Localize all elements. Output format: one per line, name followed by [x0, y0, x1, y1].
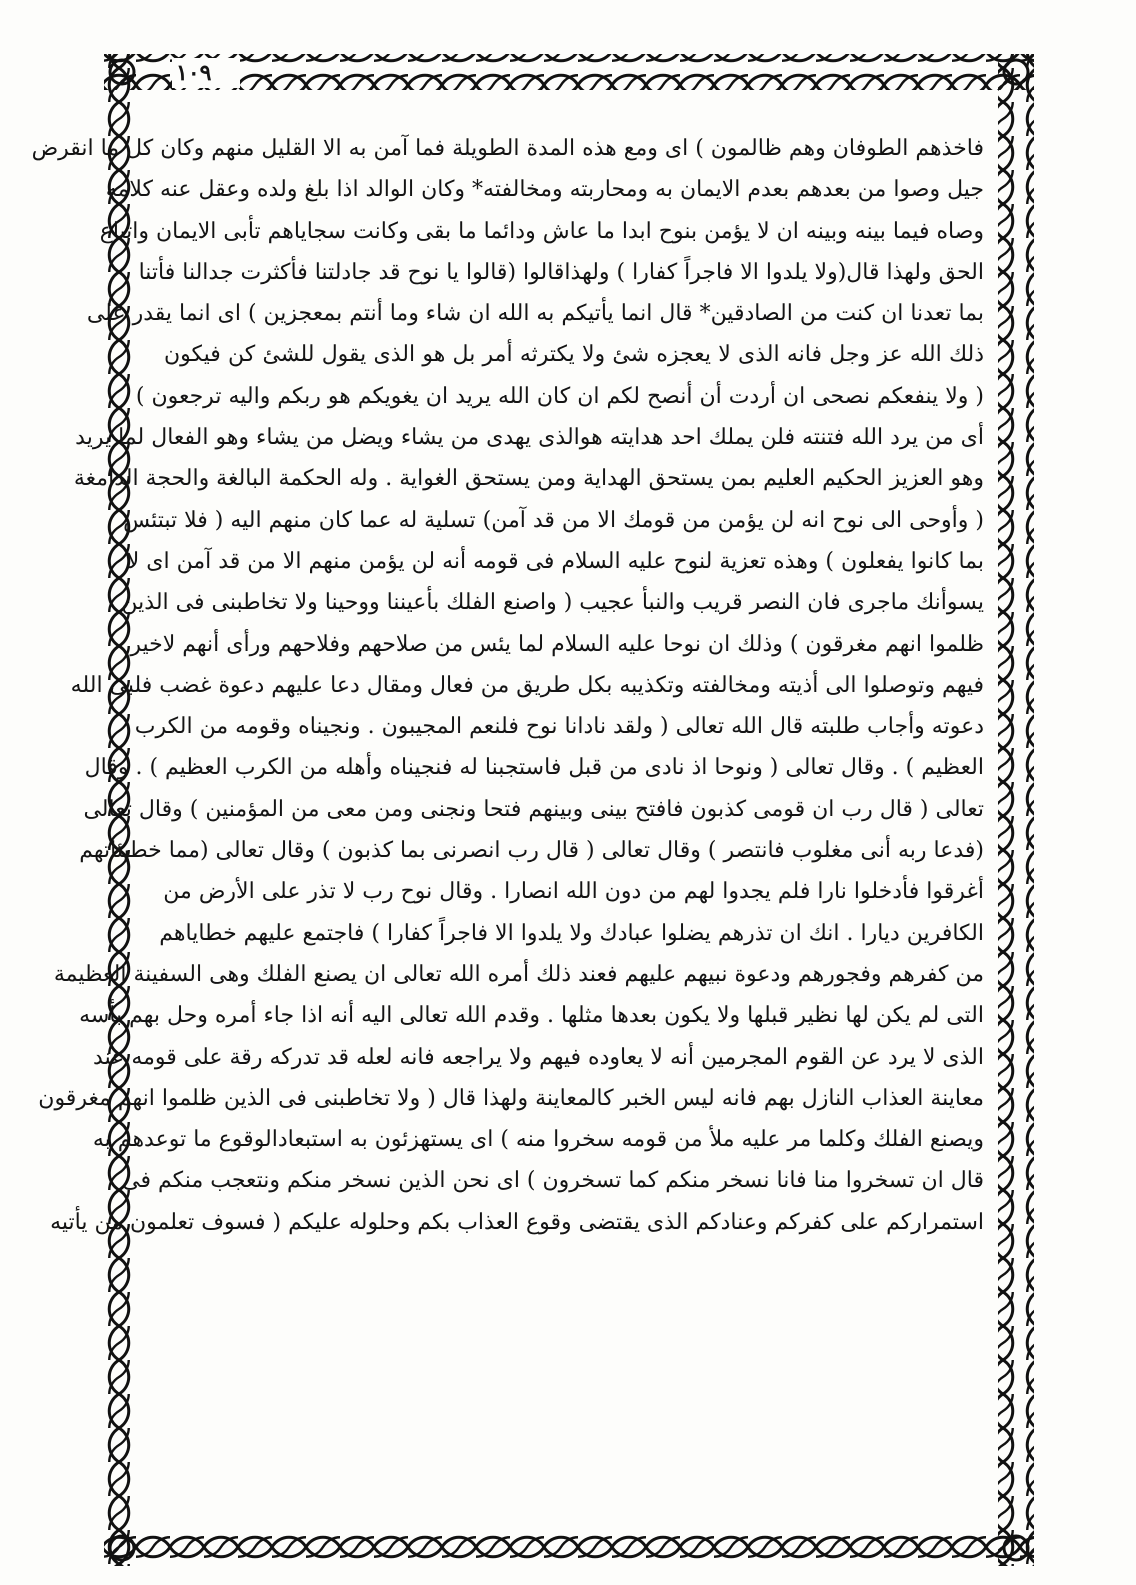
text-line: بما كانوا يفعلون ) وهذه تعزية لنوح عليه السلام فى قومه أنه لن يؤمن منهم الا من قد آمن اى لا [126, 548, 984, 574]
body-text [31, 128, 984, 1508]
text-line: ظلموا انهم مغرقون ) وذلك ان نوحا عليه السلام لما يئس من صلاحهم وفلاحهم ورأى أنهم لاخير [130, 631, 984, 657]
text-line: ويصنع الفلك وكلما مر عليه ملأ من قومه سخروا منه ) اى يستهزئون به استبعادالوقوع ما توعدهم به [92, 1127, 984, 1153]
text-line: (فدعا ربه أنى مغلوب فانتصر ) وقال تعالى ( قال رب انصرنى بما كذبون ) وقال تعالى (مما خطيئاتهم [79, 838, 984, 864]
text-line: وصاه فيما بينه وبينه ان لا يؤمن بنوح ابدا ما عاش ودائما ما بقى وكانت سجاياهم تأبى الايمان واتباع [99, 218, 984, 244]
text-line: جيل وصوا من بعدهم بعدم الايمان به ومحاربته ومخالفته* وكان الوالد اذا بلغ ولده وعقل عنه كلامه [105, 177, 984, 203]
text-line: ( وأوحى الى نوح انه لن يؤمن من قومك الا من قد آمن) تسلية له عما كان منهم اليه ( فلا تبتئس [123, 507, 984, 533]
text-line: الكافرين ديارا . انك ان تذرهم يضلوا عبادك ولا يلدوا الا فاجراً كفارا ) فاجتمع عليهم خطاياهم [159, 920, 984, 946]
text-line: فاخذهم الطوفان وهم ظالمون ) اى ومع هذه المدة الطويلة فما آمن به الا القليل منهم وكان كل ما انقرض [31, 136, 984, 161]
text-line: أغرقوا فأدخلوا نارا فلم يجدوا لهم من دون الله انصارا . وقال نوح رب لا تذر على الأرض من [163, 879, 984, 905]
text-line: استمراركم على كفركم وعنادكم الذى يقتضى وقوع العذاب بكم وحلوله عليكم ( فسوف تعلمون من يأتيه [50, 1209, 984, 1235]
text-line: ( ولا ينفعكم نصحى ان أردت أن أنصح لكم ان كان الله يريد ان يغويكم هو ربكم واليه ترجعون ) [135, 383, 984, 409]
text-line: وهو العزيز الحكيم العليم بمن يستحق الهداية ومن يستحق الغواية . وله الحكمة البالغة والحجة الدامغة [73, 466, 984, 492]
text-line: فيهم وتوصلوا الى أذيته ومخالفته وتكذيبه بكل طريق من فعال ومقال دعا عليهم دعوة غضب فلبى الله [70, 672, 984, 698]
text-line: الحق ولهذا قال(ولا يلدوا الا فاجراً كفارا ) ولهذاقالوا (قالوا يا نوح قد جادلتنا فأكثرت جدالنا فأتنا [138, 259, 984, 285]
text-line: قال ان تسخروا منا فانا نسخر منكم كما تسخرون ) اى نحن الذين نسخر منكم ونتعجب منكم فى [122, 1168, 984, 1194]
text-line: التى لم يكن لها نظير قبلها ولا يكون بعدها مثلها . وقدم الله تعالى اليه أنه اذا جاء أمره وحل بهم بأسه [79, 1003, 984, 1029]
text-line: بما تعدنا ان كنت من الصادقين* قال انما يأتيكم به الله ان شاء وما أنتم بمعجزين ) اى انما يقدر على [86, 301, 984, 327]
text-line: أى من يرد الله فتنته فلن يملك احد هدايته هوالذى يهدى من يشاء ويضل من يشاء وهو الفعال لما يريد [75, 425, 984, 451]
text-line: معاينة العذاب النازل بهم فانه ليس الخبر كالمعاينة ولهذا قال ( ولا تخاطبنى فى الذين ظلموا انهم مغرقون [38, 1085, 984, 1111]
text-line: العظيم ) . وقال تعالى ( ونوحا اذ نادى من قبل فاستجبنا له فنجيناه وأهله من الكرب العظيم ) . وقال [84, 755, 984, 781]
text-line: دعوته وأجاب طلبته قال الله تعالى ( ولقد نادانا نوح فلنعم المجيبون . ونجيناه وقومه من الكرب [134, 714, 984, 740]
text-line: من كفرهم وفجورهم ودعوة نبيهم عليهم فعند ذلك أمره الله تعالى ان يصنع الفلك وهى السفينة العظيمة [53, 961, 984, 987]
text-line: ذلك الله عز وجل فانه الذى لا يعجزه شئ ولا يكترثه أمر بل هو الذى يقول للشئ كن فيكون [164, 342, 984, 368]
text-line: يسوأنك ماجرى فان النصر قريب والنبأ عجيب ( واصنع الفلك بأعيننا ووحينا ولا تخاطبنى فى الذين [121, 590, 984, 616]
text-line: تعالى ( قال رب ان قومى كذبون فافتح بينى وبينهم فتحا ونجنى ومن معى من المؤمنين ) وقال تعالى [83, 796, 984, 822]
text-line: الذى لا يرد عن القوم المجرمين أنه لا يعاوده فيهم ولا يراجعه فانه لعله قد تدركه رقة على قومه عند [93, 1044, 984, 1070]
page-number: ١٠٩ [172, 58, 240, 88]
